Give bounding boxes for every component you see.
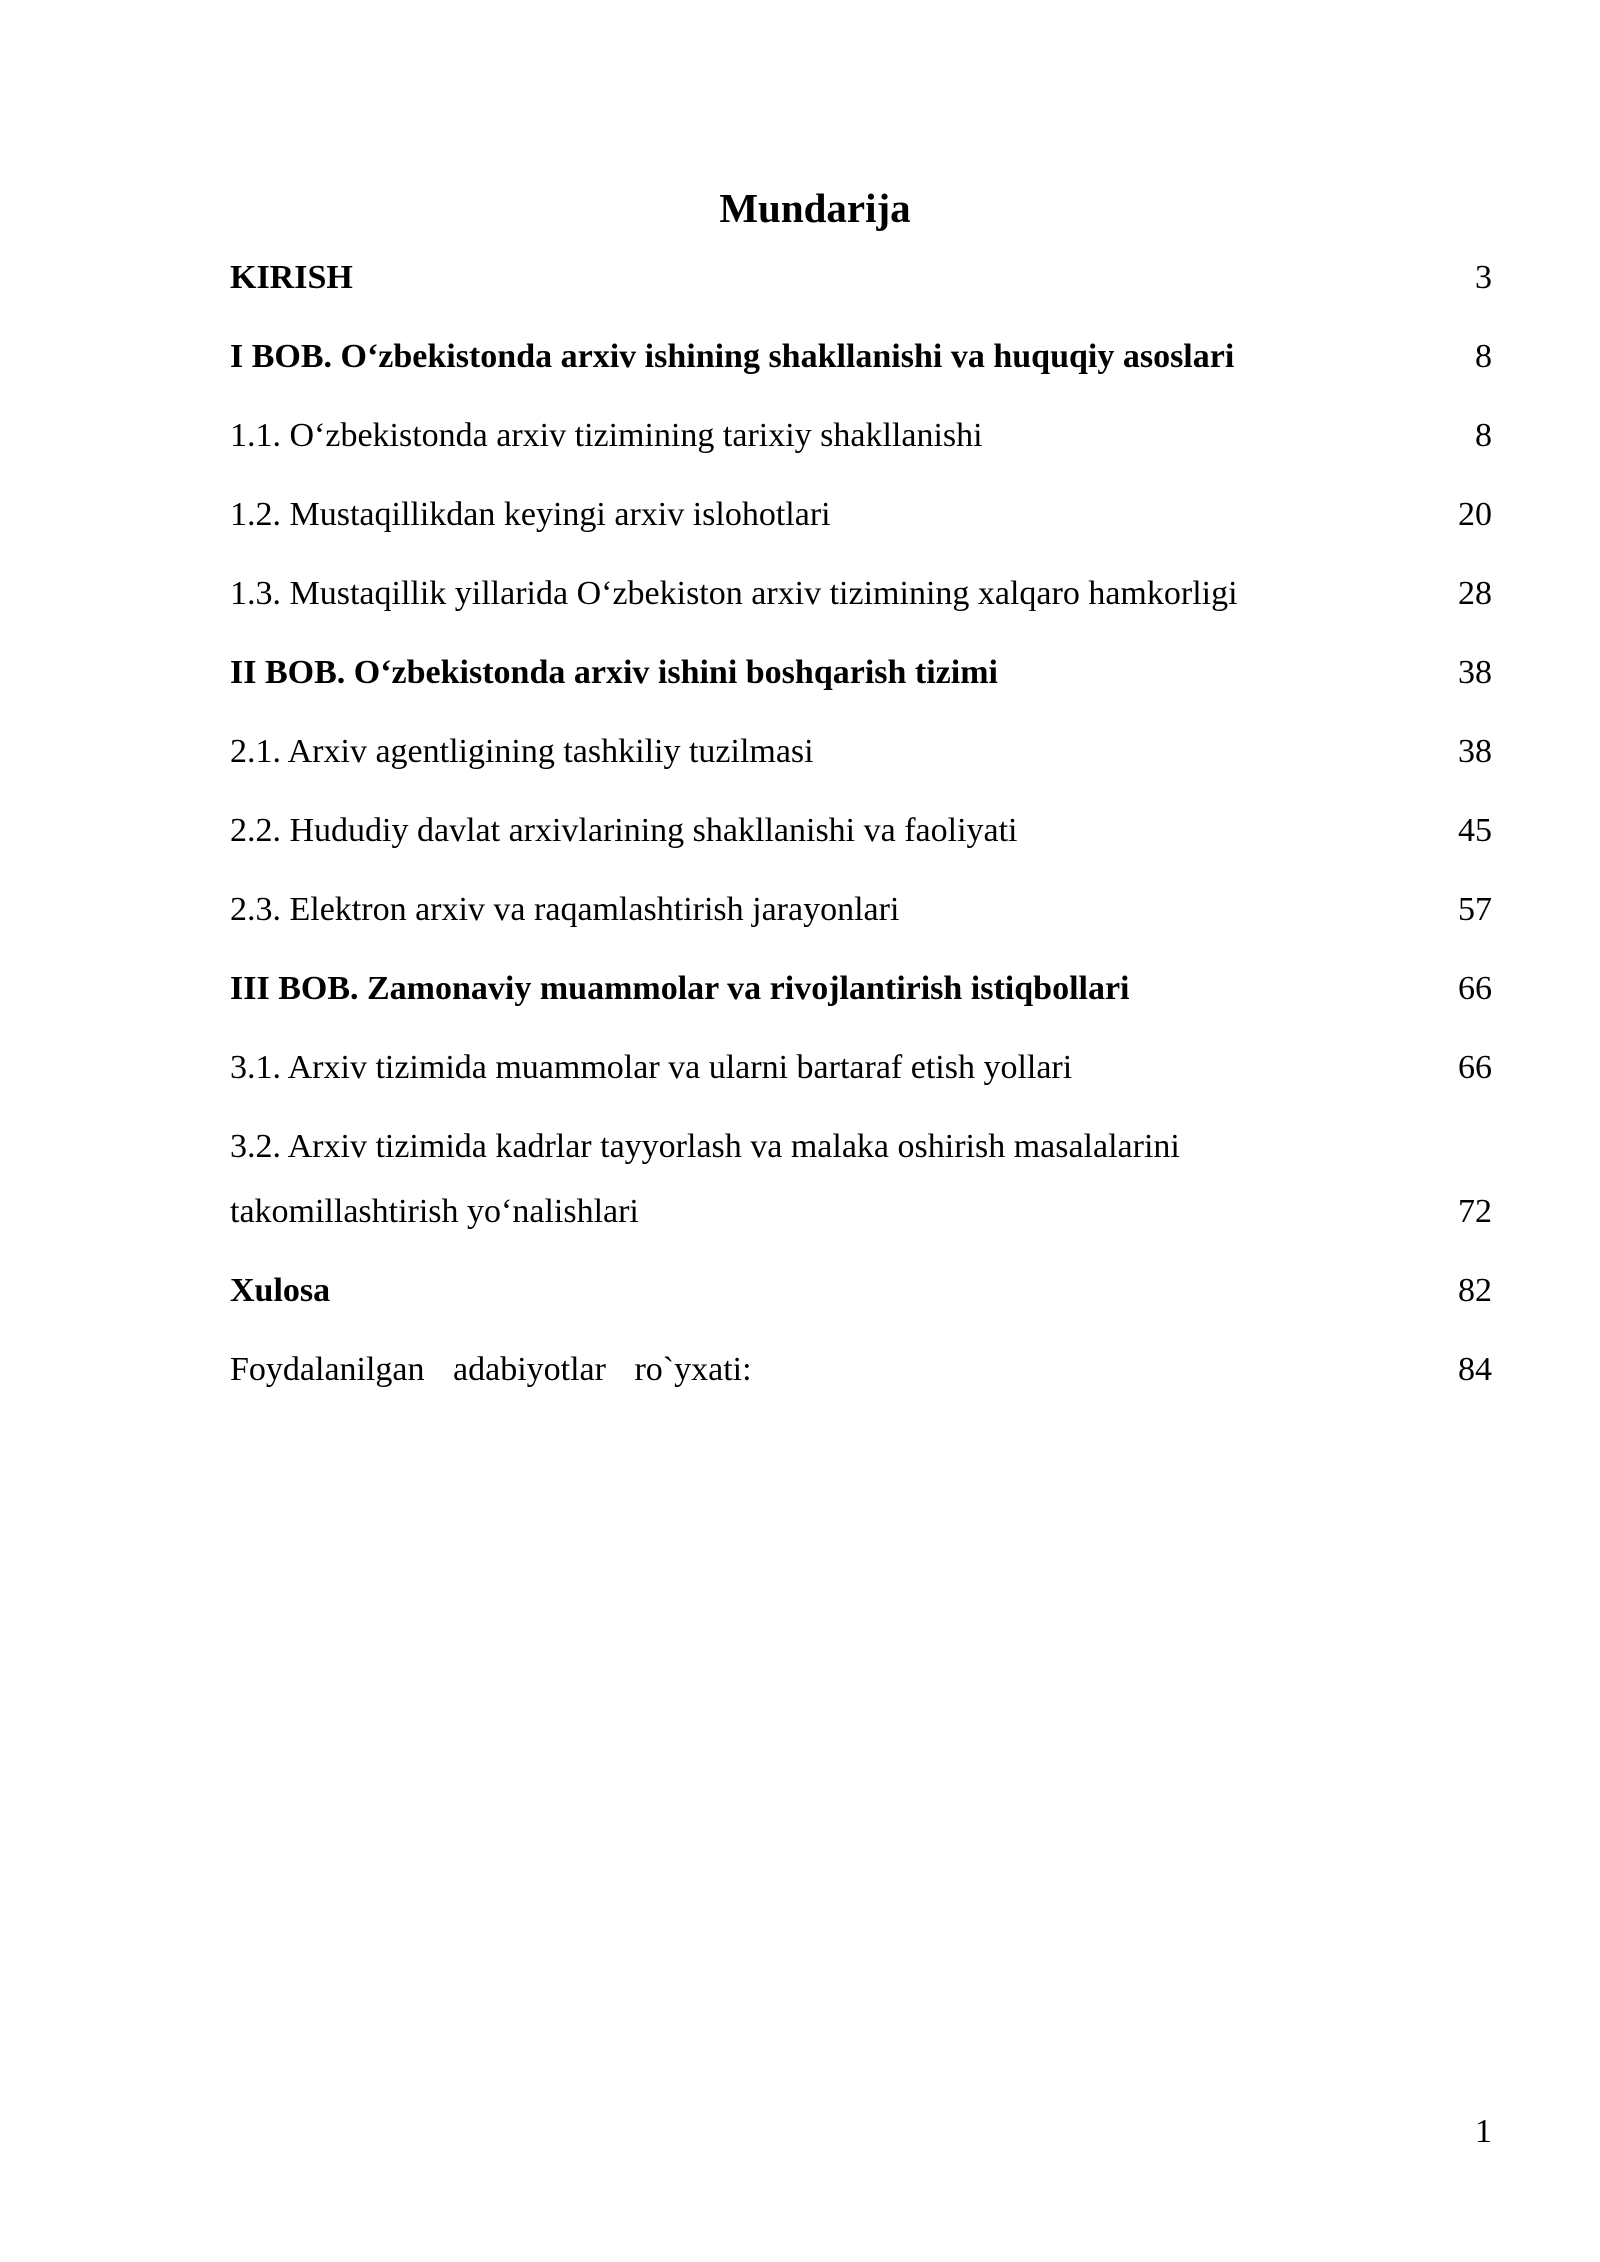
toc-entry-page: 84 [1458,1351,1492,1388]
toc-entry-chapter-1[interactable] [230,331,1492,410]
toc-entry-section-2-1[interactable] [230,726,1492,805]
toc-entry-label-line1: 3.2. Arxiv tizimida kadrlar tayyorlash va malaka oshirish masalalarini [230,1128,1180,1165]
toc-entry-chapter-2[interactable] [230,647,1492,726]
document-title: Mundarija [719,185,911,231]
toc-entry-label-line2: takomillashtirish yo‘nalishlari [230,1193,639,1230]
toc-entry-label: Xulosa [230,1272,331,1309]
toc-entry-label: 1.1. O‘zbekistonda arxiv tizimining tarixiy shakllanishi [230,417,983,454]
toc-entry-label: 1.3. Mustaqillik yillarida O‘zbekiston arxiv tizimining xalqaro hamkorligi [230,575,1238,612]
toc-entry-label: Foydalanilgan adabiyotlar ro`yxati: [230,1351,752,1388]
toc-entry-page: 20 [1458,496,1492,533]
toc-entry-page: 3 [1475,259,1492,296]
toc-entry-section-2-3[interactable] [230,884,1492,963]
toc-entry-label: 2.2. Hududiy davlat arxivlarining shakllanishi va faoliyati [230,812,1018,849]
toc-entry-label: KIRISH [230,259,353,296]
toc-entry-section-3-1[interactable] [230,1042,1492,1121]
toc-entry-page: 72 [1458,1193,1492,1230]
toc-entry-label: 1.2. Mustaqillikdan keyingi arxiv islohotlari [230,496,831,533]
toc-entry-page: 57 [1458,891,1492,928]
toc-entry-references[interactable] [230,1344,1492,1423]
toc-entry-chapter-3[interactable] [230,963,1492,1042]
toc-entry-kirish[interactable] [230,252,1492,331]
toc-entry-page: 38 [1458,733,1492,770]
toc-entry-page: 38 [1458,654,1492,691]
toc-entry-page: 66 [1458,970,1492,1007]
toc-entry-section-1-2[interactable] [230,489,1492,568]
toc-entry-section-1-1[interactable] [230,410,1492,489]
toc-entry-line2 [230,1186,1492,1238]
toc-entry-section-1-3[interactable] [230,568,1492,647]
page-number: 1 [1475,2113,1492,2150]
toc-entry-label: III BOB. Zamonaviy muammolar va rivojlantirish istiqbollari [230,970,1130,1007]
table-of-contents [230,252,1492,1423]
toc-entry-label: II BOB. O‘zbekistonda arxiv ishini boshqarish tizimi [230,654,998,691]
toc-entry-page: 82 [1458,1272,1492,1309]
toc-entry-page: 8 [1475,338,1492,375]
toc-entry-label: 2.3. Elektron arxiv va raqamlashtirish jarayonlari [230,891,900,928]
toc-entry-label: 3.1. Arxiv tizimida muammolar va ularni bartaraf etish yollari [230,1049,1073,1086]
toc-entry-label: 2.1. Arxiv agentligining tashkiliy tuzilmasi [230,733,814,770]
toc-entry-page: 28 [1458,575,1492,612]
toc-entry-section-3-2[interactable] [230,1121,1492,1238]
toc-entry-label: I BOB. O‘zbekistonda arxiv ishining shakllanishi va huquqiy asoslari [230,338,1235,375]
toc-entry-xulosa[interactable] [230,1265,1492,1344]
toc-entry-page: 66 [1458,1049,1492,1086]
toc-entry-page: 8 [1475,417,1492,454]
toc-entry-section-2-2[interactable] [230,805,1492,884]
toc-entry-page: 45 [1458,812,1492,849]
